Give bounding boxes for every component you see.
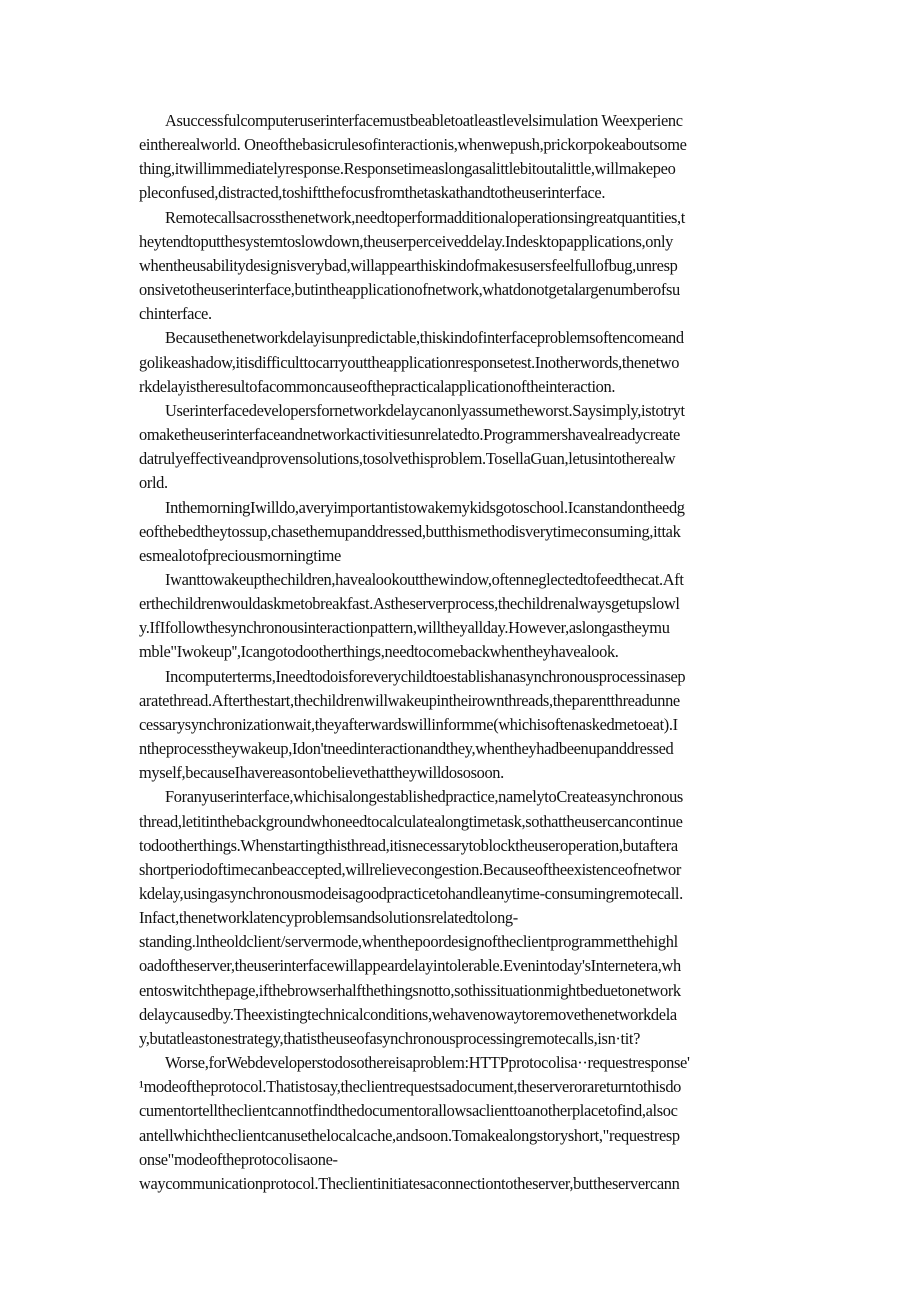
paragraph-5 [139,496,787,568]
text-line: ¹modeoftheprotocol.Thatistosay,theclientrequestsadocument,theserverorareturntothisdo [139,1077,682,1097]
text-line: InthemorningIwilldo,averyimportantistowakemykidsgotoschool.Icanstandontheedg [165,497,685,517]
text-line: Asuccessfulcomputeruserinterfacemustbeabletoatleastlevelsimulation Weexperienc [165,111,683,130]
text-line: todootherthings.Whenstartingthisthread,itisnecessarytoblocktheuseroperation,butaftera [139,835,678,855]
text-line: heytendtoputthesystemtoslowdown,theuserperceiveddelay.Indesktopapplications,only [139,231,674,251]
text-line: Infact,thenetworklatencyproblemsandsolutionsrelatedtolong- [139,908,518,928]
text-line: golikeashadow,itisdifficulttocarryouttheapplicationresponsetest.Inotherwords,thenetwo [139,352,680,372]
text-line: waycommunicationprotocol.Theclientinitiatesaconnectiontotheserver,buttheservercann [139,1173,680,1193]
text-line: aratethread.Afterthestart,thechildrenwillwakeupintheirownthreads,theparentthreadunne [139,690,680,710]
text-line: eofthebedtheytossup,chasethemupanddressed,butthismethodisverytimeconsuming,ittak [139,521,681,541]
text-line: pleconfused,distracted,toshiftthefocusfromthetaskathandtotheuserinterface. [139,183,606,203]
text-line: cumentortelltheclientcannotfindthedocumentorallowsaclienttoanotherplacetofind,alsoc [139,1101,678,1121]
text-line: Incomputerterms,Ineedtodoisforeverychildtoestablishanasynchronousprocessinasep [165,666,686,686]
text-line: thread,letitinthebackgroundwhoneedtocalculatealongtimetask,sothattheusercancontinue [139,811,683,831]
text-line: datrulyeffectiveandprovensolutions,tosolvethisproblem.TosellaGuan,letusintotherealw [139,449,676,469]
text-line: Userinterfacedevelopersfornetworkdelaycanonlyassumetheworst.Saysimply,istotryt [165,400,685,420]
text-line: delaycausedby.Theexistingtechnicalconditions,wehavenowaytoremovethenetworkdela [139,1004,677,1024]
text-line: antellwhichtheclientcanusethelocalcache,andsoon.Tomakealongstoryshort,"requestresp [139,1125,680,1145]
paragraph-7 [139,665,787,786]
text-line: y.IfIfollowthesynchronousinteractionpattern,willtheyallday.However,aslongastheymu [139,618,670,638]
paragraph-9 [139,1051,787,1196]
paragraph-3 [139,326,787,398]
text-line: Remotecallsacrossthenetwork,needtoperformadditionaloperationsingreatquantities,t [165,207,685,227]
text-line: entoswitchthepage,ifthebrowserhalfthethingsnotto,sothissituationmightbeduetonetwork [139,980,681,1000]
paragraph-1 [139,109,787,206]
text-line: Worse,forWebdeveloperstodosothereisaproblem:HTTPprotocolisa··requestresponse' [165,1053,690,1073]
text-line: Becausethenetworkdelayisunpredictable,thiskindofinterfaceproblemsoftencomeand [165,328,684,348]
text-line: ntheprocesstheywakeup,Idon'tneedinteractionandthey,whentheyhadbeenupanddressed [139,739,674,759]
paragraph-2 [139,206,787,327]
text-line: shortperiodoftimecanbeaccepted,willrelievecongestion.Becauseoftheexistenceofnetwor [139,859,681,879]
text-line: chinterface. [139,304,212,324]
paragraph-4 [139,399,787,496]
text-line: kdelay,usingasynchronousmodeisagoodpracticetohandleanytime-consumingremotecall. [139,884,683,903]
text-line: onse"modeoftheprotocolisaone- [139,1149,338,1169]
text-line: omaketheuserinterfaceandnetworkactivitiesunrelatedto.Programmershavealreadycreate [139,425,680,445]
text-line: whentheusabilitydesignisverybad,willappearthiskindofmakesusersfeelfullofbug,unresp [139,255,678,275]
text-line: eintherealworld. Oneofthebasicrulesofinteractionis,whenwepush,prickorpokeaboutsome [139,135,687,155]
text-line: erthechildrenwouldaskmetobreakfast.Astheserverprocess,thechildrenalwaysgetupslowl [139,594,680,614]
text-line: orld. [139,473,168,493]
document-body [139,109,787,1196]
text-line: rkdelayistheresultofacommoncauseofthepracticalapplicationoftheinteraction. [139,376,616,396]
text-line: oadoftheserver,theuserinterfacewillappeardelayintolerable.Evenintoday'sInternetera,wh [139,956,681,976]
text-line: onsivetotheuserinterface,butintheapplicationofnetwork,whatdonotgetalargenumberofsu [139,280,680,300]
paragraph-6 [139,568,787,665]
text-line: Foranyuserinterface,whichisalongestablishedpractice,namelytoCreateasynchronous [165,787,683,807]
text-line: y,butatleastonestrategy,thatistheuseofasynchronousprocessingremotecalls,isn·tit? [139,1028,641,1048]
text-line: standing.lntheoldclient/servermode,whenthepoordesignoftheclientprogrammetthehighl [139,932,678,952]
text-line: thing,itwillimmediatelyresponse.Responsetimeaslongasalittlebitoutalittle,willmakepeo [139,159,676,179]
text-line: esmealotofpreciousmorningtime [139,545,341,565]
text-line: cessarysynchronizationwait,theyafterwardswillinformme(whichisoftenaskedmetoeat).I [139,714,678,734]
text-line: myself,becauseIhavereasontobelievethattheywilldososoon. [139,763,504,783]
text-line: Iwanttowakeupthechildren,havealookoutthewindow,oftenneglectedtofeedthecat.Aft [165,569,684,589]
paragraph-8 [139,785,787,1051]
text-line: mble"Iwokeup'',Icangotodootherthings,needtocomebackwhentheyhavealook. [139,642,619,662]
